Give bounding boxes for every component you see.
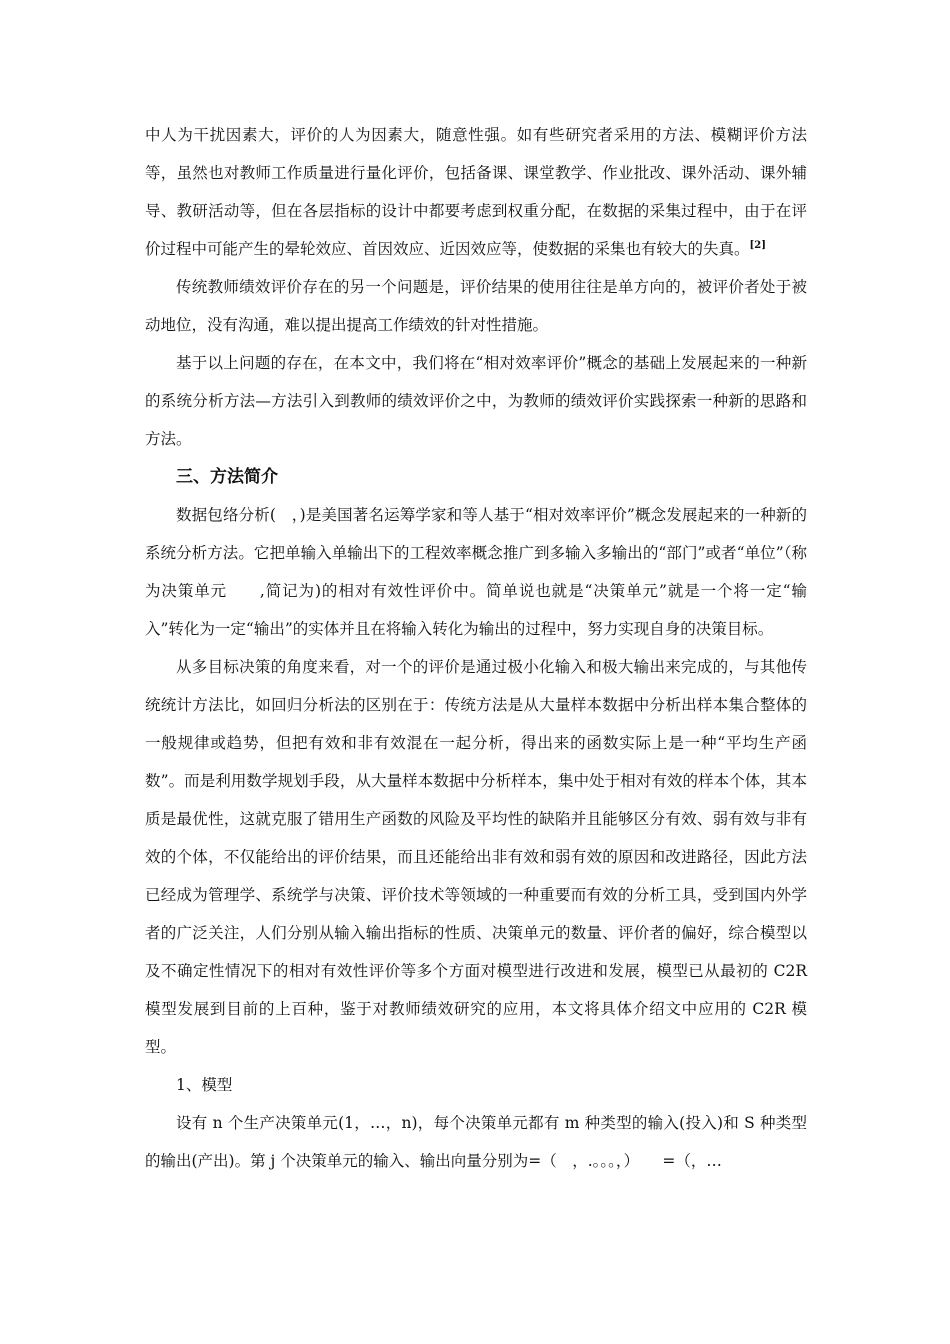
paragraph-1-text: 中人为干扰因素大，评价的人为因素大，随意性强。如有些研究者采用的方法、模糊评价方法等，虽然也对教师工作质量进行量化评价，包括备课、课堂教学、作业批改、课外活动、课外辅导、教研活动等，但在各层指标的设计中都要考虑到权重分配，在数据的采集过程中，由于在评价过程中可能产生的晕轮效应、首因效应、近因效应等，使数据的采集也有较大的失真。 bbox=[145, 126, 807, 258]
paragraph-1 bbox=[145, 116, 807, 268]
citation-ref: [2] bbox=[749, 239, 766, 251]
paragraph-6: 设有 n 个生产决策单元(1，…，n)，每个决策单元都有 m 种类型的输入(投入)和 S 种类型的输出(产出)。第 j 个决策单元的输入、输出向量分别为=（ ，.。。。，） =（，… bbox=[145, 1114, 807, 1170]
body-text bbox=[145, 116, 807, 1180]
subsection-heading-1: 1、模型 bbox=[176, 1076, 233, 1094]
paragraph-4: 数据包络分析( ，)是美国著名运筹学家和等人基于“相对效率评价”概念发展起来的一种新的系统分析方法。它把单输入单输出下的工程效率概念推广到多输入多输出的“部门”或者“单位”（称为决策单元 ,简记为)的相对有效性评价中。简单说也就是“决策单元”就是一个将一定“输入”转化为一定“输出”的实体并且在将输入转化为输出的过程中，努力实现自身的决策目标。 bbox=[145, 506, 807, 638]
paragraph-2: 传统教师绩效评价存在的另一个问题是，评价结果的使用往往是单方向的，被评价者处于被动地位，没有沟通，难以提出提高工作绩效的针对性措施。 bbox=[145, 278, 807, 334]
paragraph-5: 从多目标决策的角度来看，对一个的评价是通过极小化输入和极大输出来完成的，与其他传统统计方法比，如回归分析法的区别在于：传统方法是从大量样本数据中分析出样本集合整体的一般规律或趋势，但把有效和非有效混在一起分析，得出来的函数实际上是一种“平均生产函数”。而是利用数学规划手段，从大量样本数据中分析样本，集中处于相对有效的样本个体，其本质是最优性，这就克服了错用生产函数的风险及平均性的缺陷并且能够区分有效、弱有效与非有效的个体，不仅能给出的评价结果，而且还能给出非有效和弱有效的原因和改进路径，因此方法已经成为管理学、系统学与决策、评价技术等领域的一种重要而有效的分析工具，受到国内外学者的广泛关注，人们分别从输入输出指标的性质、决策单元的数量、评价者的偏好，综合模型以及不确定性情况下的相对有效性评价等多个方面对模型进行改进和发展，模型已从最初的 C2R 模型发展到目前的上百种，鉴于对教师绩效研究的应用，本文将具体介绍文中应用的 C2R 模型。 bbox=[145, 658, 807, 1056]
paragraph-3: 基于以上问题的存在，在本文中，我们将在“相对效率评价”概念的基础上发展起来的一种新的系统分析方法—方法引入到教师的绩效评价之中，为教师的绩效评价实践探索一种新的思路和方法。 bbox=[145, 354, 807, 448]
section-heading-3: 三、方法简介 bbox=[176, 467, 278, 487]
